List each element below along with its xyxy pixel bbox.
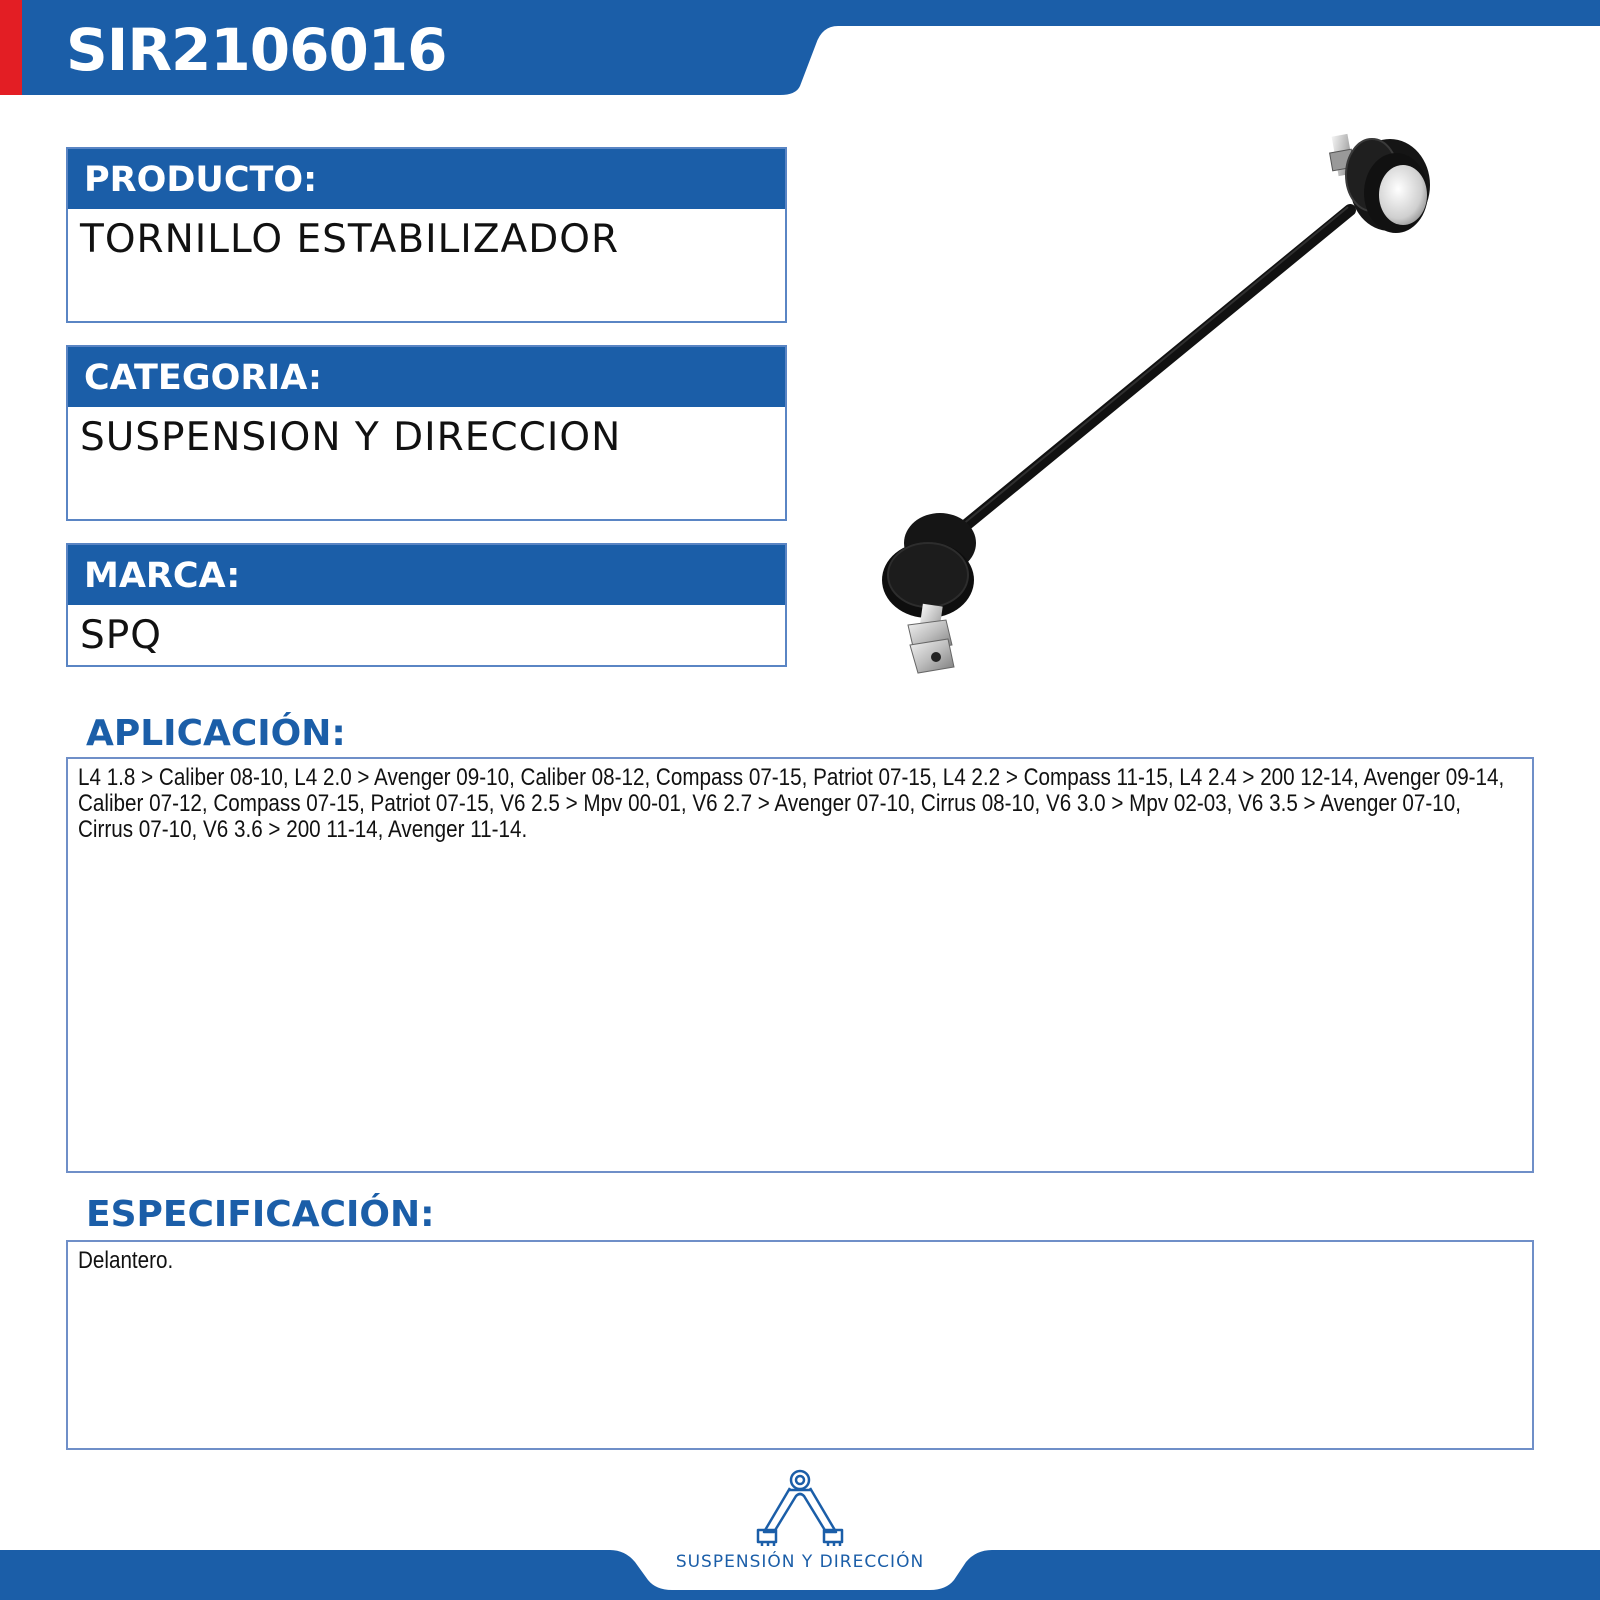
- categoria-label: CATEGORIA:: [68, 347, 785, 407]
- footer-category-label: SUSPENSIÓN Y DIRECCIÓN: [675, 1552, 925, 1572]
- aplicacion-text: L4 1.8 > Caliber 08-10, L4 2.0 > Avenger 09-10, Caliber 08-12, Compass 07-15, Patriot 07-15, L4 2.2 > Compass 11-15, L4 2.4 > 200 12-14, Avenger 09-14, Caliber 07-12, Compass 07-15, Patriot 07-15, V6 2.5 > Mpv 00-01, V6 2.7 > Avenger 07-10, Cirrus 08-10, V6 3.0 > Mpv 02-03, V6 3.5 > Avenger 07-10, Cirrus 07-10, V6 3.6 > 200 11-14, Avenger 11-14.: [78, 764, 1505, 843]
- marca-value: SPQ: [80, 613, 162, 658]
- producto-label: PRODUCTO:: [68, 149, 785, 209]
- marca-box: [66, 543, 787, 667]
- producto-value: TORNILLO ESTABILIZADOR: [80, 217, 620, 262]
- especificacion-title: ESPECIFICACIÓN:: [86, 1194, 435, 1235]
- product-sku-title: SIR2106016: [66, 16, 447, 84]
- especificacion-box: [66, 1240, 1534, 1450]
- aplicacion-box: [66, 757, 1534, 1173]
- especificacion-text: Delantero.: [78, 1247, 174, 1274]
- aplicacion-title: APLICACIÓN:: [86, 713, 346, 754]
- marca-label: MARCA:: [68, 545, 785, 605]
- categoria-value: SUSPENSION Y DIRECCION: [80, 415, 622, 460]
- accent-red-tab: [0, 0, 22, 95]
- categoria-box: [66, 345, 787, 521]
- control-arm-icon: [752, 1468, 848, 1548]
- producto-box: [66, 147, 787, 323]
- stabilizer-link-image: [880, 125, 1500, 685]
